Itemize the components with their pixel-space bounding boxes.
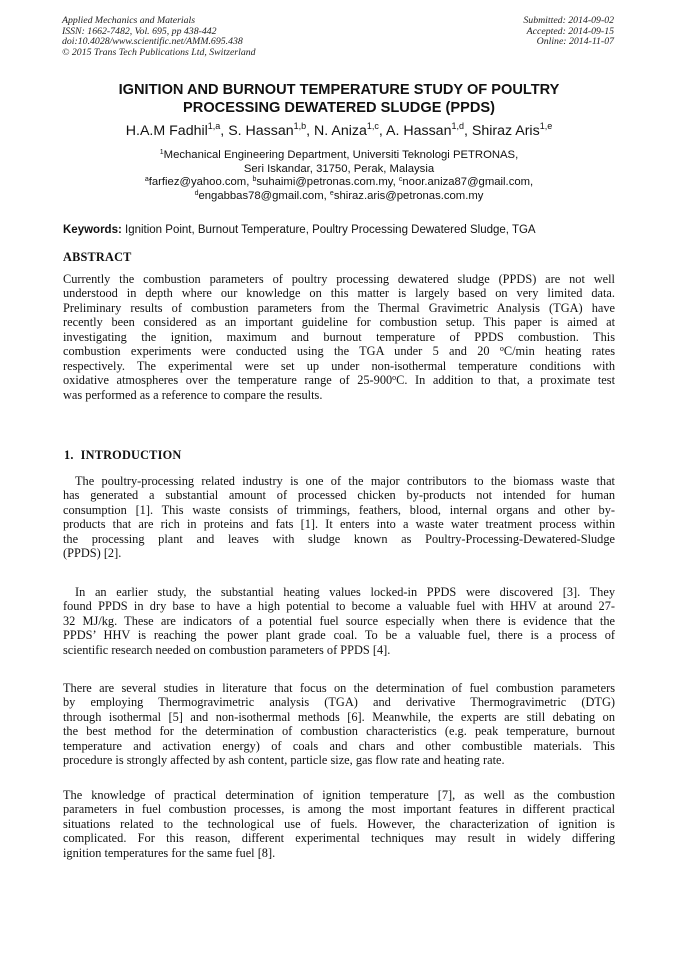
affiliation-line-2: Seri Iskandar, 31750, Perak, Malaysia bbox=[243, 162, 435, 175]
abstract-line: Preliminary results of combustion parameters from the Thermal Gravimetric Analysis (TGA) have bbox=[63, 300, 615, 315]
author-name: S. Hassan bbox=[228, 123, 294, 139]
journal-name: Applied Mechanics and Materials bbox=[62, 15, 196, 26]
section-heading-introduction bbox=[64, 448, 181, 463]
author-sup: 1,d bbox=[451, 121, 464, 131]
email-a[interactable]: farfiez@yahoo.com, bbox=[148, 176, 250, 188]
author-sup: 1,c bbox=[366, 121, 379, 131]
email-e[interactable]: shiraz.aris@petronas.com.my bbox=[333, 189, 484, 202]
paragraph-line: temperature and activation energy) of coals and chars and other combustible materials. This bbox=[63, 738, 615, 753]
abstract-body bbox=[63, 272, 615, 402]
email-c[interactable]: noor.aniza87@gmail.com, bbox=[402, 176, 534, 188]
author-name: Shiraz Aris bbox=[471, 123, 540, 139]
abstract-line: respectively. The experimental were set up under non-isothermal temperature conditions with bbox=[63, 358, 615, 373]
paragraph-line: through isothermal [5] and non-isothermal methods [6]. Meanwhile, the experts are still debating on bbox=[63, 709, 615, 724]
affiliation-sup: 1 bbox=[159, 149, 164, 156]
paragraph-line: 32 MJ/kg. These are indicators of a potential fuel source especially when there is evidence that the bbox=[63, 613, 615, 628]
paragraph-line: There are several studies in literature that focus on the determination of fuel combustion parameters bbox=[63, 681, 615, 695]
paragraph-line: The knowledge of practical determination of ignition temperature [7], as well as the combustion bbox=[63, 788, 615, 802]
abstract-line: was performed as a reference to compare the results. bbox=[63, 387, 323, 402]
journal-info bbox=[62, 16, 352, 58]
paragraph-line: procedure is strongly affected by ash content, particle size, gas flow rate and heating rate. bbox=[63, 753, 505, 768]
author-name: A. Hassan bbox=[386, 123, 452, 139]
abstract-line: recently been considered as an important guideline for combustion setup. This paper is aimed at bbox=[63, 315, 615, 330]
title-line-1: IGNITION AND BURNOUT TEMPERATURE STUDY OF POULTRY bbox=[118, 82, 560, 98]
abstract-heading: ABSTRACT bbox=[63, 250, 132, 264]
paragraph-line: by employing Thermogravimetric analysis (TGA) and derivative Thermogravimetric (DTG) bbox=[63, 695, 615, 710]
title-line-2: PROCESSING DEWATERED SLUDGE (PPDS) bbox=[183, 100, 495, 116]
paragraph-line: scientific research needed on combustion parameters of PPDS [4]. bbox=[63, 642, 391, 657]
paragraph-line: PPDS’ HHV is reaching the power plant grade coal. To be a valuable fuel, there is a process of bbox=[63, 628, 615, 643]
email-line-2: $^d$engabbas78@gmail.com, $^e$shiraz.aris@petronas.com.my bbox=[194, 189, 484, 202]
paragraph-line: products that are rich in proteins and fats [1]. It enters into a waste water treatment process within bbox=[63, 517, 615, 532]
section-number: 1. bbox=[64, 448, 74, 462]
abstract-line: oxidative atmospheres over the temperature range of 25-900$^o$C. In addition to that, a proximate test bbox=[63, 373, 615, 388]
paragraph-line: found PPDS in dry base to have a high potential to become a valuable fuel with HHV at around 27- bbox=[63, 599, 615, 614]
affiliation-line-1: $^1$Mechanical Engineering Department, Universiti Teknologi PETRONAS, bbox=[159, 149, 519, 161]
email-b[interactable]: suhaimi@petronas.com.my, bbox=[256, 176, 396, 188]
email-line-1: $^a$farfiez@yahoo.com, $^b$suhaimi@petronas.com.my, $^c$noor.aniza87@gmail.com, bbox=[144, 176, 534, 188]
author-sup: 1,e bbox=[539, 121, 553, 131]
paragraph-line: In an earlier study, the substantial heating values locked-in PPDS were discovered [3]. They bbox=[75, 585, 615, 599]
affiliation bbox=[40, 149, 638, 203]
abstract-line: Currently the combustion parameters of poultry processing dewatered sludge (PPDS) are not well bbox=[63, 272, 615, 286]
paragraph-line: parameters in fuel combustion processes, is among the most important features in different practical bbox=[63, 802, 615, 817]
submitted-date: Submitted: 2014-09-02 bbox=[523, 15, 614, 26]
paragraph-line: consumption [1]. This waste consists of trimmings, feathers, blood, internal organs and other by- bbox=[63, 502, 615, 517]
paragraph-line: the processing plant and leaves with sludge known as Poultry-Processing-Dewatered-Sludge bbox=[63, 531, 615, 546]
author-list: H.A.M Fadhil$^{1,a}$, S. Hassan$^{1,b}$, N. Aniza$^{1,c}$, A. Hassan$^{1,d}$, Shiraz Aris$^{1,e}$ bbox=[125, 121, 553, 139]
paragraph-line: complicated. For this reason, different experimental techniques may result in widely differing bbox=[63, 831, 615, 846]
journal-copyright: © 2015 Trans Tech Publications Ltd, Switzerland bbox=[62, 46, 256, 58]
paper-title bbox=[40, 81, 638, 117]
abstract-line: understood in depth where our knowledge on this matter is largely based on very limited data. bbox=[63, 286, 615, 301]
intro-paragraph-1 bbox=[63, 474, 615, 561]
author-name: N. Aniza bbox=[314, 123, 367, 139]
paragraph-line: The poultry-processing related industry is one of the major contributors to the biomass waste that bbox=[75, 474, 615, 488]
paragraph-line: ignition temperatures for the same fuel [8]. bbox=[63, 845, 276, 860]
paragraph-line: (PPDS) [2]. bbox=[63, 546, 122, 561]
keywords-label: Keywords: bbox=[63, 224, 122, 236]
keywords-text: Ignition Point, Burnout Temperature, Poultry Processing Dewatered Sludge, TGA bbox=[125, 224, 536, 236]
paragraph-line: has generated a substantial amount of processed chicken by-products not intended for human bbox=[63, 488, 615, 503]
email-d[interactable]: engabbas78@gmail.com, bbox=[198, 189, 327, 202]
journal-issn: ISSN: 1662-7482, Vol. 695, pp 438-442 bbox=[62, 25, 217, 37]
section-title: INTRODUCTION bbox=[80, 448, 182, 462]
journal-doi: doi:10.4028/www.scientific.net/AMM.695.438 bbox=[62, 36, 243, 48]
intro-paragraph-4 bbox=[63, 788, 615, 860]
abstract-line: combustion experiments were conducted using the TGA under 5 and 20 $^o$C/min heating rates bbox=[63, 344, 615, 359]
author-sup: 1,a bbox=[207, 121, 221, 131]
intro-paragraph-3 bbox=[63, 681, 615, 768]
keywords bbox=[63, 223, 623, 237]
submission-dates bbox=[414, 16, 614, 48]
author-name: H.A.M Fadhil bbox=[125, 123, 208, 139]
paragraph-line: situations related to the technological use of fuels. However, the characterization of ignition is bbox=[63, 816, 615, 831]
online-date: Online: 2014-11-07 bbox=[536, 36, 614, 48]
abstract-line: investigating the ignition, maximum and burnout temperature of PPDS combustion. This bbox=[63, 329, 615, 344]
author-sup: 1,b bbox=[293, 121, 307, 131]
paragraph-line: the best method for the determination of combustion characteristics (e.g. peak temperature, burnout bbox=[63, 724, 615, 739]
accepted-date: Accepted: 2014-09-15 bbox=[526, 25, 614, 37]
intro-paragraph-2 bbox=[63, 585, 615, 657]
